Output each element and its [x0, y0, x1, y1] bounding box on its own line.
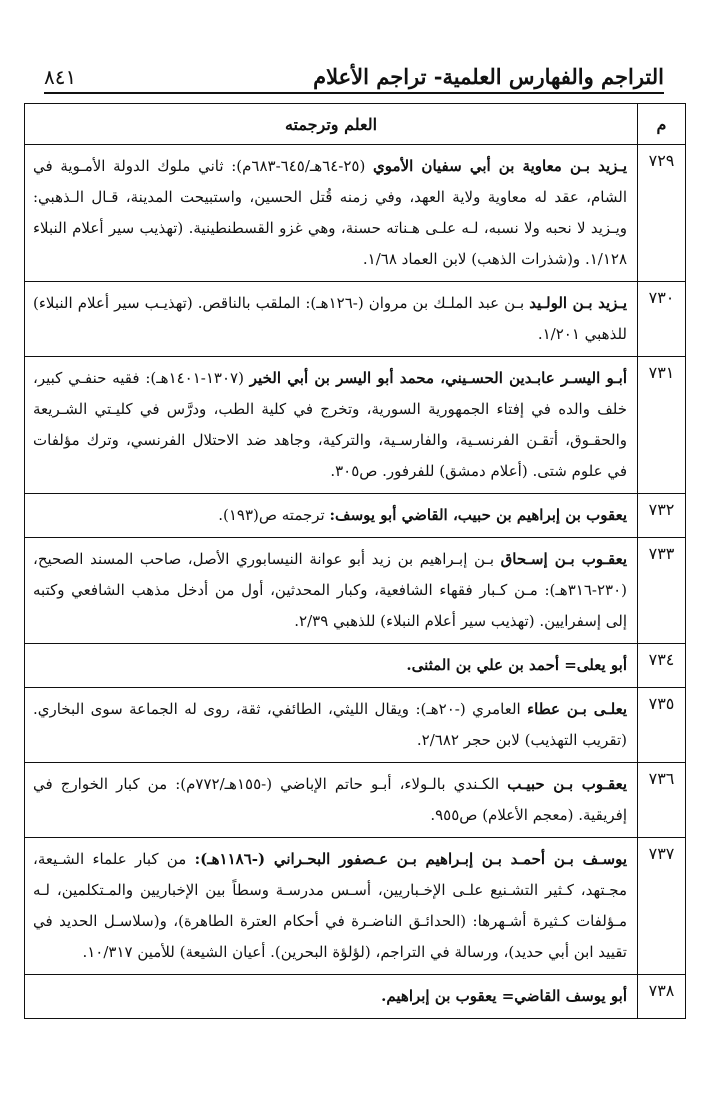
entry-body [25, 282, 638, 357]
entry-text: العامري (-٢٠هـ): ويقال الليثي، الطائفي، ثقة، روى له الجماعة سوى البخاري. (تقريب التهذيب) لابن حجر ٢/٦٨٢. [33, 700, 627, 749]
entry-number: ٧٢٩ [638, 145, 686, 282]
column-header-biography: العلم وترجمته [25, 104, 638, 145]
header-title: التراجم والفهارس العلمية- تراجم الأعلام [313, 64, 664, 89]
entry-body [25, 644, 638, 688]
entry-number: ٧٣٤ [638, 644, 686, 688]
entry-name: يـزيد بـن الولـيد [529, 294, 627, 312]
entry-body [25, 494, 638, 538]
entry-body [25, 763, 638, 838]
entry-name: أبـو اليسـر عابـدين الحسـيني، محمد أبو اليسر بن أبي الخير [249, 369, 628, 387]
page-number: ٨٤١ [44, 65, 77, 89]
table-header-row [25, 104, 686, 145]
entry-body [25, 688, 638, 763]
table-row [25, 838, 686, 975]
table-row [25, 644, 686, 688]
column-header-number: م [638, 104, 686, 145]
table-row [25, 688, 686, 763]
table-row [25, 357, 686, 494]
entry-number: ٧٣١ [638, 357, 686, 494]
entry-body [25, 838, 638, 975]
entry-name: يـزيد بـن معاوية بن أبي سفيان الأموي [373, 157, 627, 175]
entry-text: من كبار علماء الشـيعة، مجـتهد، كـثير التشـنيع علـى الإخـباريين، أسـس مدرسـة وسطاً بين الإخباريين والمـتكلمين، لـه مـؤلفات كـثيرة أشـهرها: (الحدائـق الناضـرة في أحكام العترة الطاهرة)، و(سلاسـل الحديد في تقييد ابن أبي حديد)، ورسالة في التراجم، (لؤلؤة البحرين). أعيان الشيعة) للأمين ١٠/٣١٧. [33, 850, 627, 961]
entry-name: أبو يعلى= أحمد بن علي بن المثنى. [406, 656, 627, 674]
entry-text: بـن عبد الملـك بن مروان (-١٢٦هـ): الملقب بالناقص. (تهذيـب سير أعلام النبلاء) للذهبي ١/٢٠١. [33, 294, 627, 343]
entry-number: ٧٣٧ [638, 838, 686, 975]
table-row [25, 282, 686, 357]
running-header [44, 58, 664, 94]
entry-number: ٧٣٣ [638, 538, 686, 644]
entry-name: يعقـوب بـن إسـحاق [500, 550, 628, 568]
biography-table [24, 103, 686, 1019]
table-row [25, 975, 686, 1019]
entry-body [25, 145, 638, 282]
table-row [25, 763, 686, 838]
table-row [25, 538, 686, 644]
entry-body [25, 538, 638, 644]
table-row [25, 145, 686, 282]
entry-name: يوسـف بـن أحمـد بـن إبـراهيم بـن عـصفور البحـراني (-١١٨٦هـ): [194, 850, 627, 868]
entry-text: (١٣٠٧-١٤٠١هـ): فقيه حنفـي كبير، خلف والده في إفتاء الجمهورية السورية، وتخرج في كلية الطب، ودرَّس في كليـتي الشـريعة والحقـوق، أتقـن الفرنسـية، والفارسـية، والتركية، وجاهد ضد الاحتلال الفرنسي، وترك مؤلفات في علوم شتى. (أعلام دمشق) للفرفور. ص٣٠٥. [33, 369, 627, 480]
entry-name: أبو يوسف القاضي= يعقوب بن إبراهيم. [381, 987, 627, 1005]
entry-text: بـن إبـراهيم بن زيد أبو عوانة النيسابوري الأصل، صاحب المسند الصحيح، (٢٣٠-٣١٦هـ): مـن كـبار فقهاء الشافعية، وكبار المحدثين، أول من أدخل مذهب الشافعي وكتبه إلى إسفرايين. (تهذيب سير أعلام النبلاء) للذهبي ٢/٣٩. [33, 550, 627, 630]
entry-text: ترجمته ص(١٩٣). [218, 506, 330, 524]
entry-name: يعلـى بـن عطاء [527, 700, 627, 718]
entry-number: ٧٣٢ [638, 494, 686, 538]
entry-number: ٧٣٥ [638, 688, 686, 763]
entry-name: يعقوب بن إبراهيم بن حبيب، القاضي أبو يوسف: [329, 506, 627, 524]
entry-body [25, 357, 638, 494]
entry-text: (٢٥-٦٤هـ/٦٤٥-٦٨٣م): ثاني ملوك الدولة الأمـوية في الشام، عقد له معاوية ولاية العهد، وفي زمنه قُتل الحسين، واستبيحت المدينة، قـال الـذهبي: ويـزيد لا نحبه ولا نسبه، لـه علـى هـناته حسنة، وهي غزو القسطنطينية. (تهذيب سير أعلام النبلاء ١/١٢٨. و(شذرات الذهب) لابن العماد ١/٦٨. [33, 157, 627, 268]
entry-number: ٧٣٨ [638, 975, 686, 1019]
entry-name: يعقـوب بـن حبيـب [507, 775, 627, 793]
entry-text: الكـندي بالـولاء، أبـو حاتم الإباضي (-١٥٥هـ/٧٧٢م): من كبار الخوارج في إفريقية. (معجم الأعلام) ص٩٥٥. [33, 775, 627, 824]
entry-number: ٧٣٦ [638, 763, 686, 838]
entry-body [25, 975, 638, 1019]
table-body [25, 145, 686, 1019]
table-row [25, 494, 686, 538]
entry-number: ٧٣٠ [638, 282, 686, 357]
